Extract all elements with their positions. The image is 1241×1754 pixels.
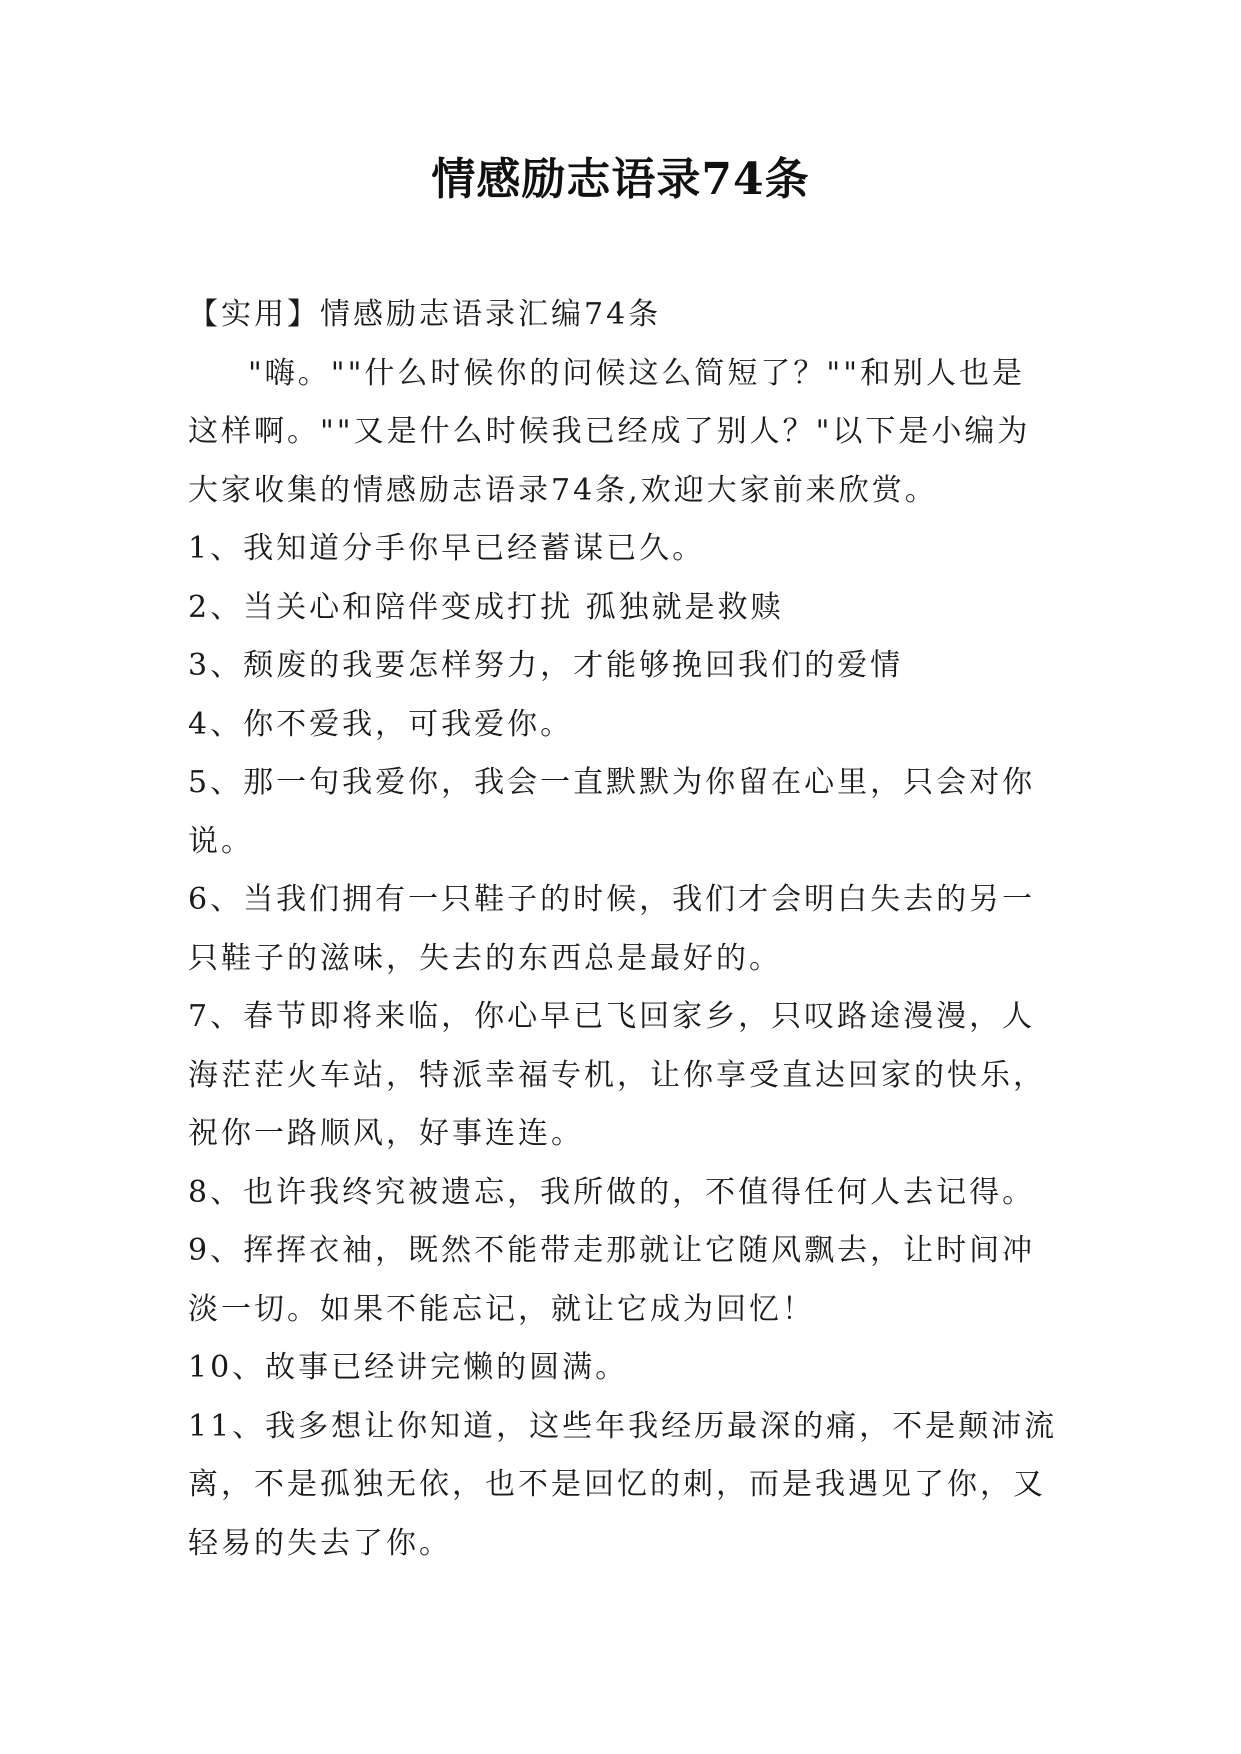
intro-line: 大家收集的情感励志语录74条,欢迎大家前来欣赏。 bbox=[188, 472, 938, 508]
quote-line: 10、故事已经讲完懒的圆满。 bbox=[188, 1350, 629, 1385]
quote-line: 11、我多想让你知道，这些年我经历最深的痛，不是颠沛流 bbox=[188, 1408, 1058, 1444]
quote-item-2 bbox=[188, 579, 1056, 638]
quote-line: 6、当我们拥有一只鞋子的时候，我们才会明白失去的另一 bbox=[188, 882, 1036, 917]
quote-item-1 bbox=[188, 520, 1056, 579]
quote-item-11 bbox=[188, 1398, 1056, 1574]
quote-item-7 bbox=[188, 988, 1056, 1164]
quote-item-4 bbox=[188, 696, 1056, 755]
intro-line: 这样啊。""又是什么时候我已经成了别人？"以下是小编为 bbox=[188, 414, 1031, 449]
quote-item-3 bbox=[188, 637, 1056, 696]
quote-item-10 bbox=[188, 1339, 1056, 1398]
document-title: 情感励志语录74条 bbox=[431, 154, 810, 205]
quote-item-9 bbox=[188, 1222, 1056, 1339]
intro-line: "嗨。""什么时候你的问候这么简短了？""和别人也是 bbox=[248, 355, 1025, 391]
quote-line: 8、也许我终究被遗忘，我所做的，不值得任何人去记得。 bbox=[188, 1174, 1036, 1210]
subtitle-line: 【实用】情感励志语录汇编74条 bbox=[188, 297, 662, 332]
quote-item-8 bbox=[188, 1164, 1056, 1223]
quote-line: 说。 bbox=[188, 823, 254, 859]
quote-line: 3、颓废的我要怎样努力，才能够挽回我们的爱情 bbox=[188, 648, 904, 683]
quote-line: 祝你一路顺风，好事连连。 bbox=[188, 1116, 584, 1151]
subtitle-paragraph bbox=[188, 286, 1056, 345]
quote-line: 2、当关心和陪伴变成打扰 孤独就是救赎 bbox=[188, 589, 784, 625]
document-body bbox=[188, 286, 1056, 1573]
quote-line: 轻易的失去了你。 bbox=[188, 1525, 452, 1561]
quote-line: 1、我知道分手你早已经蓄谋已久。 bbox=[188, 531, 706, 566]
quote-item-5 bbox=[188, 754, 1056, 871]
quote-line: 淡一切。如果不能忘记，就让它成为回忆！ bbox=[188, 1291, 815, 1327]
quote-line: 离，不是孤独无依，也不是回忆的刺，而是我遇见了你，又 bbox=[188, 1467, 1046, 1502]
quote-line: 4、你不爱我，可我爱你。 bbox=[188, 706, 574, 742]
quote-line: 7、春节即将来临，你心早已飞回家乡，只叹路途漫漫，人 bbox=[188, 999, 1036, 1034]
quote-line: 只鞋子的滋味，失去的东西总是最好的。 bbox=[188, 940, 782, 976]
intro-paragraph bbox=[188, 345, 1056, 521]
quote-line: 5、那一句我爱你，我会一直默默为你留在心里，只会对你 bbox=[188, 765, 1036, 800]
quote-item-6 bbox=[188, 871, 1056, 988]
quote-line: 9、挥挥衣袖，既然不能带走那就让它随风飘去，让时间冲 bbox=[188, 1233, 1036, 1268]
quote-line: 海茫茫火车站，特派幸福专机，让你享受直达回家的快乐， bbox=[188, 1057, 1046, 1093]
